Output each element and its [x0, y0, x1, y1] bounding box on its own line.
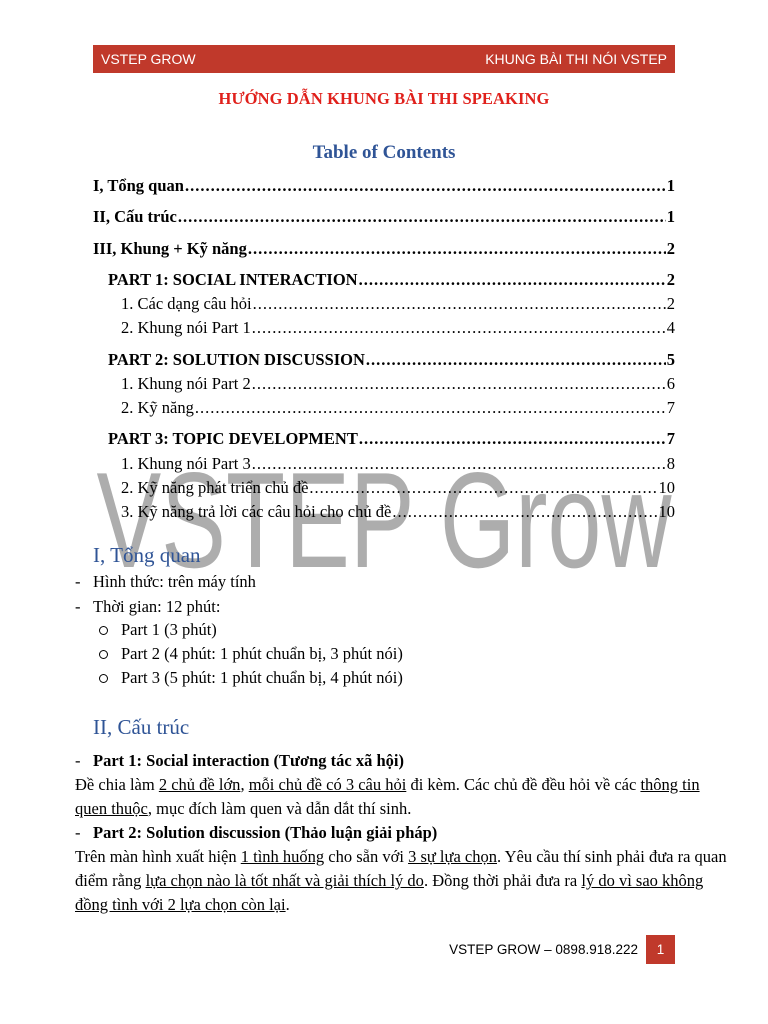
part2-description: Trên màn hình xuất hiện 1 tình huống cho sẵn với 3 sự lựa chọn. Yêu cầu thí sinh phải đưa ra quan điểm rằng lựa chọn nào là tốt nhất và giải thích lý do. Đồng thời phải đưa ra lý do vì sao không đồng tình với 2 lựa chọn còn lại. — [75, 847, 727, 914]
header-left-text: VSTEP GROW — [101, 51, 196, 67]
toc-entry-page: 1 — [666, 176, 675, 195]
toc-entry-page: 2 — [666, 239, 675, 258]
page-number: 1 — [646, 935, 675, 964]
toc-entry-page: 5 — [666, 350, 675, 369]
toc-entry-label: 2. Khung nói Part 1 — [121, 318, 251, 337]
toc-entry-label: PART 3: TOPIC DEVELOPMENT — [108, 429, 358, 448]
toc-entry[interactable] — [93, 176, 675, 196]
toc-entry-page: 6 — [666, 374, 675, 393]
circle-bullet-icon — [99, 674, 108, 683]
footer-text: VSTEP GROW – 0898.918.222 — [449, 942, 638, 957]
toc-entry-page: 7 — [666, 398, 675, 417]
toc-entry-page: 2 — [666, 294, 675, 313]
toc-entry[interactable] — [121, 478, 675, 498]
underlined-text: mỗi chủ đề có 3 câu hỏi — [248, 775, 407, 794]
toc-entry-page: 8 — [666, 454, 675, 473]
toc-entry-label: I, Tổng quan — [93, 176, 184, 195]
underlined-text: 3 sự lựa chọn — [408, 847, 497, 866]
underlined-text: thông tin quen thuộc — [75, 775, 700, 818]
toc-entry[interactable] — [93, 239, 675, 259]
toc-entry-label: PART 2: SOLUTION DISCUSSION — [108, 350, 365, 369]
overview-subitem: Part 1 (3 phút) — [121, 620, 217, 639]
toc-entry[interactable] — [108, 270, 675, 290]
overview-subitem: Part 2 (4 phút: 1 phút chuẩn bị, 3 phút nói) — [121, 644, 403, 663]
toc-entry-page: 1 — [666, 207, 675, 226]
underlined-text: lựa chọn nào là tốt nhất và giải thích lý do — [145, 871, 424, 890]
toc-entry[interactable] — [121, 454, 675, 474]
overview-item: Thời gian: 12 phút: — [93, 597, 221, 616]
header-right-text: KHUNG BÀI THI NÓI VSTEP — [485, 51, 667, 67]
toc-entry-label: III, Khung + Kỹ năng — [93, 239, 247, 258]
toc-entry-page: 7 — [666, 429, 675, 448]
toc-entry-label: 3. Kỹ năng trả lời các câu hỏi cho chủ đề — [121, 502, 392, 521]
toc-entry[interactable] — [108, 350, 675, 370]
toc-entry-label: 2. Kỹ năng phát triển chủ đề — [121, 478, 309, 497]
dash-bullet: - — [75, 751, 81, 770]
toc-entry-label: PART 1: SOCIAL INTERACTION — [108, 270, 358, 289]
section-heading-structure: II, Cấu trúc — [93, 715, 190, 739]
watermark-text: VSTEP Grow — [96, 449, 673, 589]
toc-entry[interactable] — [93, 207, 675, 227]
part1-title: Part 1: Social interaction (Tương tác xã hội) — [93, 751, 404, 770]
dash-bullet: - — [75, 823, 81, 842]
toc-entry-label: II, Cấu trúc — [93, 207, 177, 226]
toc-entry-page: 4 — [666, 318, 675, 337]
toc-entry[interactable] — [108, 429, 675, 449]
toc-entry-page: 2 — [666, 270, 675, 289]
page-header — [93, 45, 675, 73]
part1-description: Đề chia làm 2 chủ đề lớn, mỗi chủ đề có 3 câu hỏi đi kèm. Các chủ đề đều hỏi về các thông tin quen thuộc, mục đích làm quen và dẫn dắt thí sinh. — [75, 775, 700, 818]
underlined-text: 1 tình huống — [240, 847, 325, 866]
overview-subitem: Part 3 (5 phút: 1 phút chuẩn bị, 4 phút nói) — [121, 668, 403, 687]
toc-entry-label: 1. Các dạng câu hỏi — [121, 294, 252, 313]
toc-heading: Table of Contents — [312, 142, 456, 163]
document-title: HƯỚNG DẪN KHUNG BÀI THI SPEAKING — [218, 89, 550, 108]
toc-entry[interactable] — [121, 318, 675, 338]
toc-entry[interactable] — [121, 294, 675, 314]
dash-bullet: - — [75, 572, 81, 591]
toc-entry-page: 10 — [658, 478, 675, 497]
toc-entry-label: 2. Kỹ năng — [121, 398, 194, 417]
toc-entry-page: 10 — [658, 502, 675, 521]
toc-entry[interactable] — [121, 398, 675, 418]
toc-entry[interactable] — [121, 502, 675, 522]
underlined-text: lý do vì sao không đồng tình với 2 lựa chọn còn lại — [75, 871, 704, 914]
circle-bullet-icon — [99, 650, 108, 659]
dash-bullet: - — [75, 597, 81, 616]
toc-entry[interactable] — [121, 374, 675, 394]
toc-entry-label: 1. Khung nói Part 2 — [121, 374, 251, 393]
section-heading-overview: I, Tổng quan — [93, 543, 201, 567]
overview-item: Hình thức: trên máy tính — [93, 572, 256, 591]
underlined-text: 2 chủ đề lớn — [158, 775, 241, 794]
circle-bullet-icon — [99, 626, 108, 635]
part2-title: Part 2: Solution discussion (Thảo luận giải pháp) — [93, 823, 438, 842]
toc-entry-label: 1. Khung nói Part 3 — [121, 454, 251, 473]
